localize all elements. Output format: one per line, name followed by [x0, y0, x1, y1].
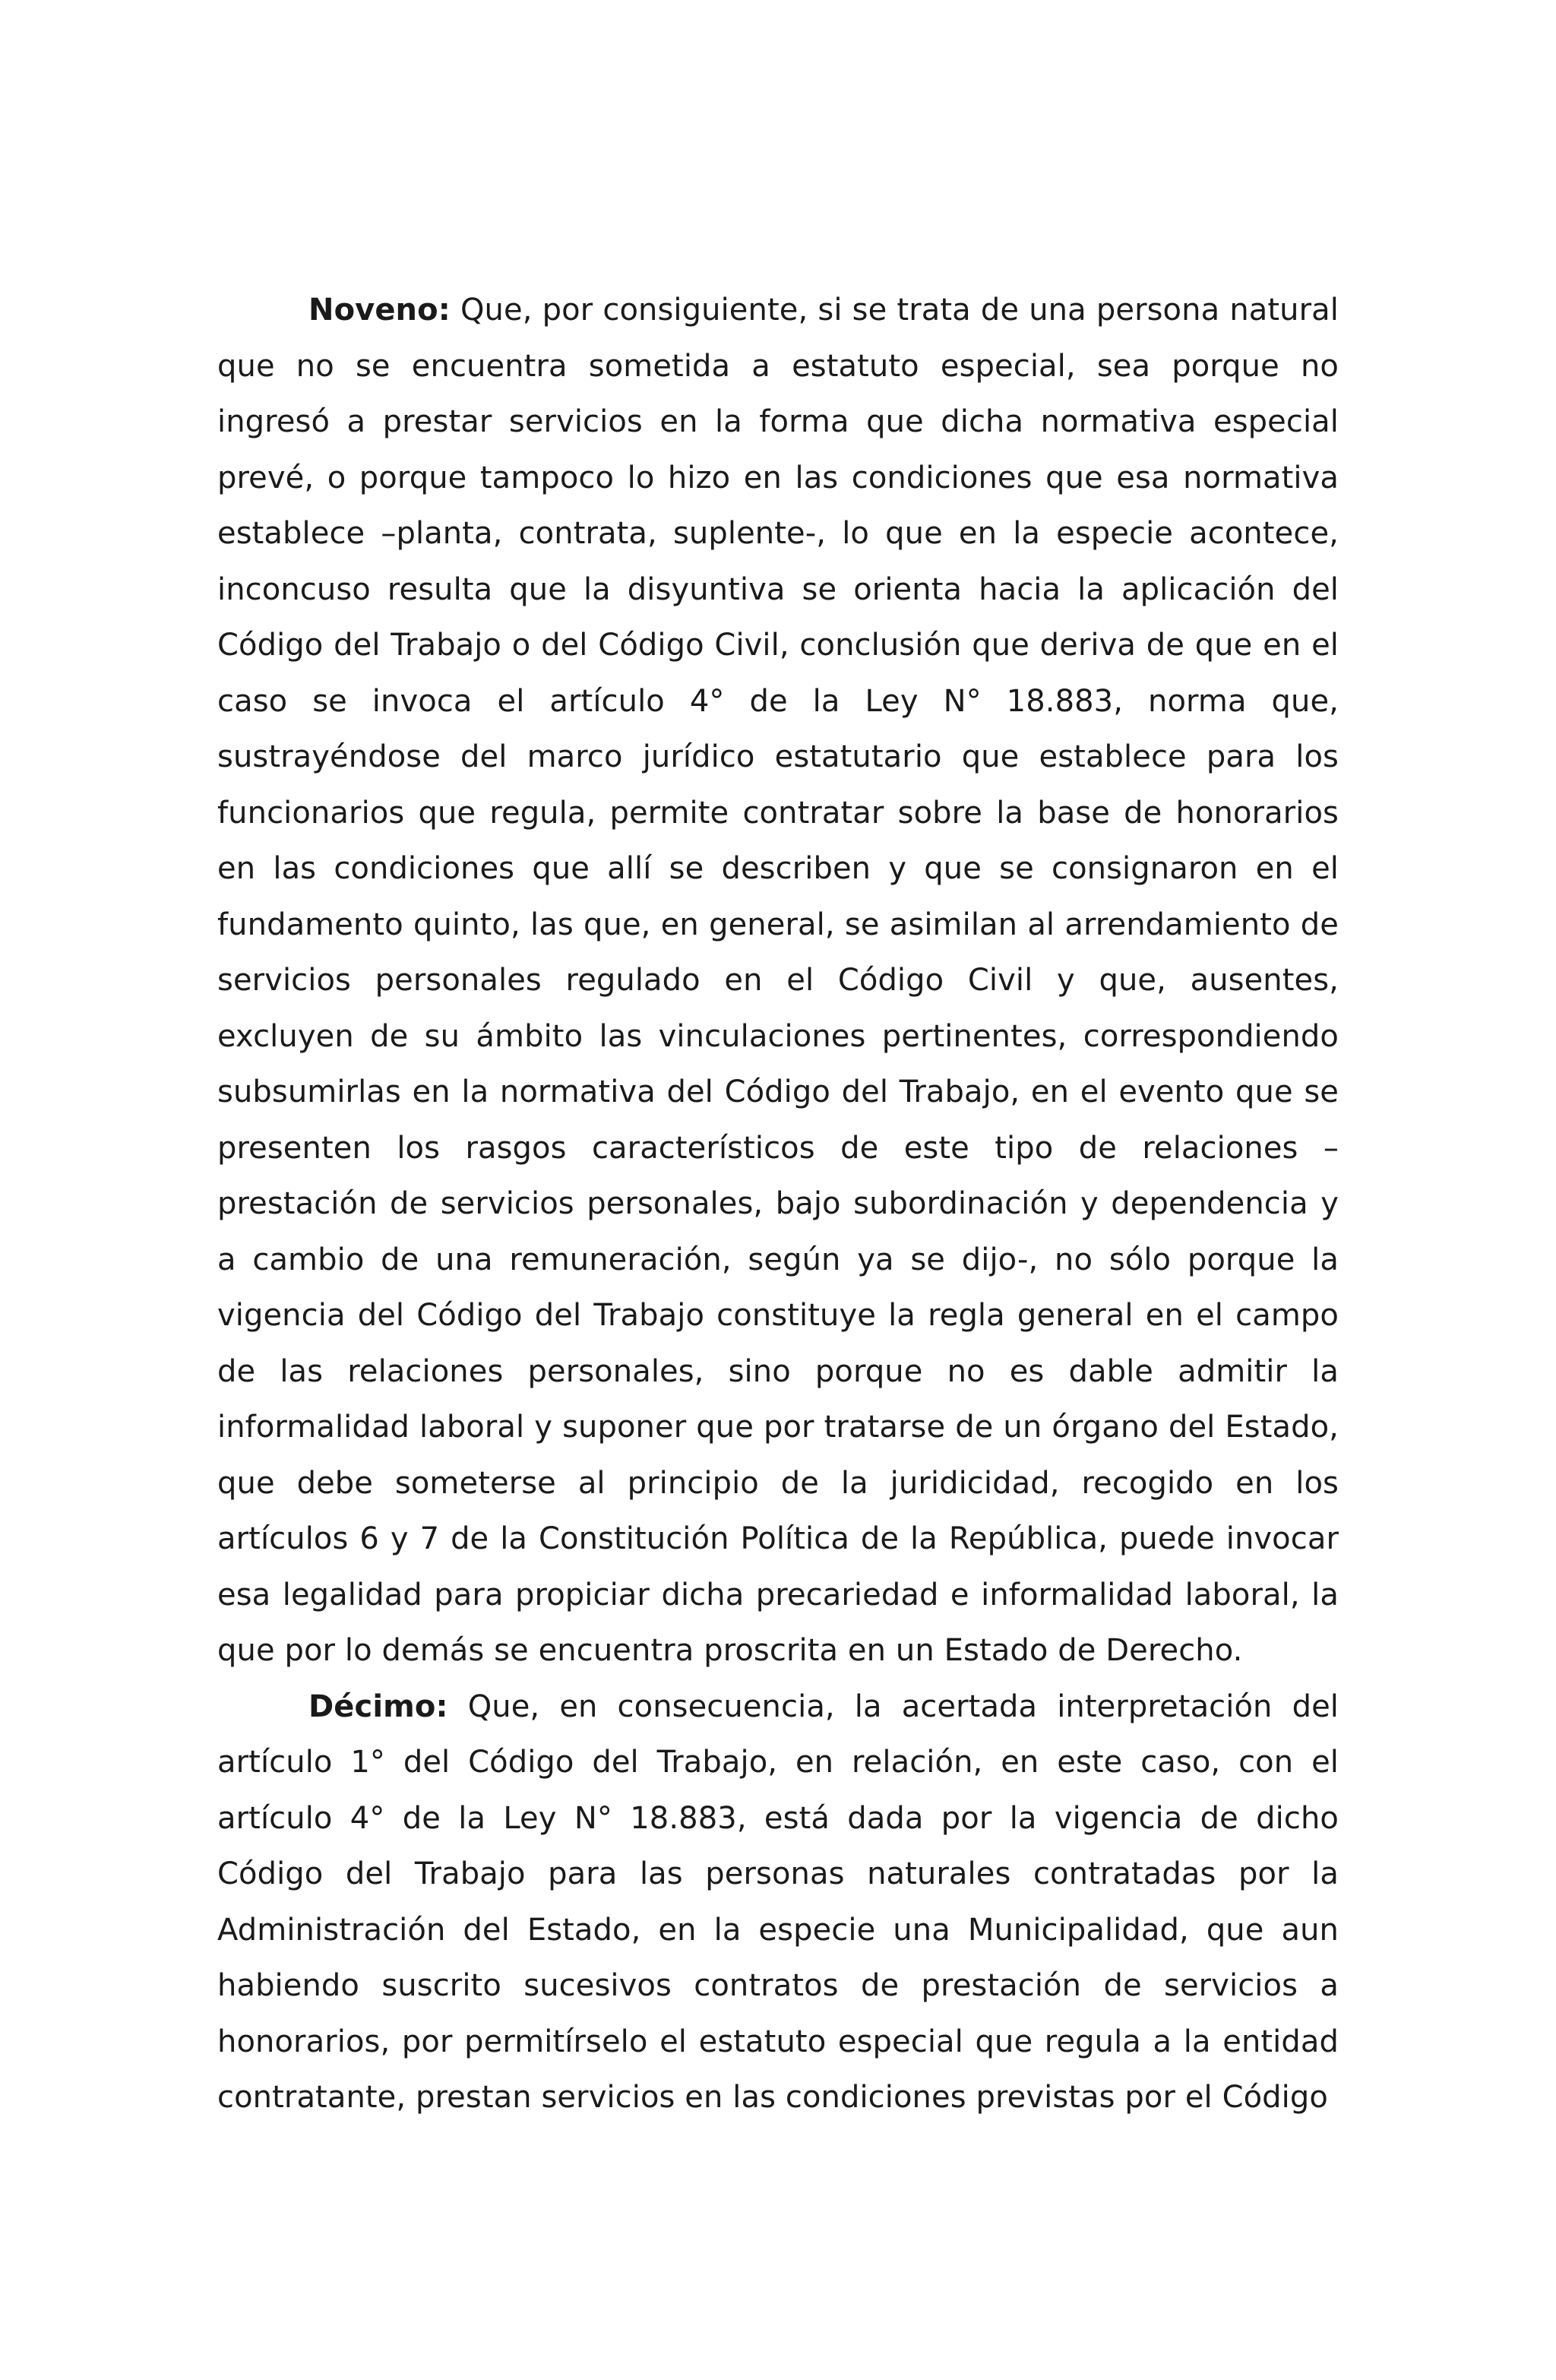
paragraph-decimo — [217, 1679, 1339, 2126]
paragraph-text: Que, en consecuencia, la acertada interpretación del artículo 1° del Código del Trabajo, en relación, en este caso, con el artículo 4° de la Ley N° 18.883, está dada por la vigencia de dicho Código del Trabajo para las personas naturales contratadas por la Administración del Estado, en la especie una Municipalidad, que aun habiendo suscrito sucesivos contratos de prestación de servicios a honorarios, por permitírselo el estatuto especial que regula a la entidad contratante, prestan servicios en las condiciones previstas por el Código — [217, 1688, 1339, 2115]
paragraph-noveno — [217, 283, 1339, 1679]
document-body — [217, 283, 1339, 2126]
paragraph-text: Que, por consiguiente, si se trata de una persona natural que no se encuentra sometida a estatuto especial, sea porque no ingresó a prestar servicios en la forma que dicha normativa especial prevé, o porque tampoco lo hizo en las condiciones que esa normativa establece –planta, contrata, suplente-, lo que en la especie acontece, inconcuso resulta que la disyuntiva se orienta hacia la aplicación del Código del Trabajo o del Código Civil, conclusión que deriva de que en el caso se invoca el artículo 4° de la Ley N° 18.883, norma que, sustrayéndose del marco jurídico estatutario que establece para los funcionarios que regula, permite contratar sobre la base de honorarios en las condiciones que allí se describen y que se consignaron en el fundamento quinto, las que, en general, se asimilan al arrendamiento de servicios personales regulado en el Código Civil y que, ausentes, excluyen de su ámbito las vinculaciones pertinentes, correspondiendo subsumirlas en la normativa del Código del Trabajo, en el evento que se presenten los rasgos característicos de este tipo de relaciones –prestación de servicios personales, bajo subordinación y dependencia y a cambio de una remuneración, según ya se dijo-, no sólo porque la vigencia del Código del Trabajo constituye la regla general en el campo de las relaciones personales, sino porque no es dable admitir la informalidad laboral y suponer que por tratarse de un órgano del Estado, que debe someterse al principio de la juridicidad, recogido en los artículos 6 y 7 de la Constitución Política de la República, puede invocar esa legalidad para propiciar dicha precariedad e informalidad laboral, la que por lo demás se encuentra proscrita en un Estado de Derecho. — [217, 293, 1339, 1668]
paragraph-heading: Décimo: — [308, 1688, 448, 1724]
paragraph-heading: Noveno: — [308, 293, 451, 328]
